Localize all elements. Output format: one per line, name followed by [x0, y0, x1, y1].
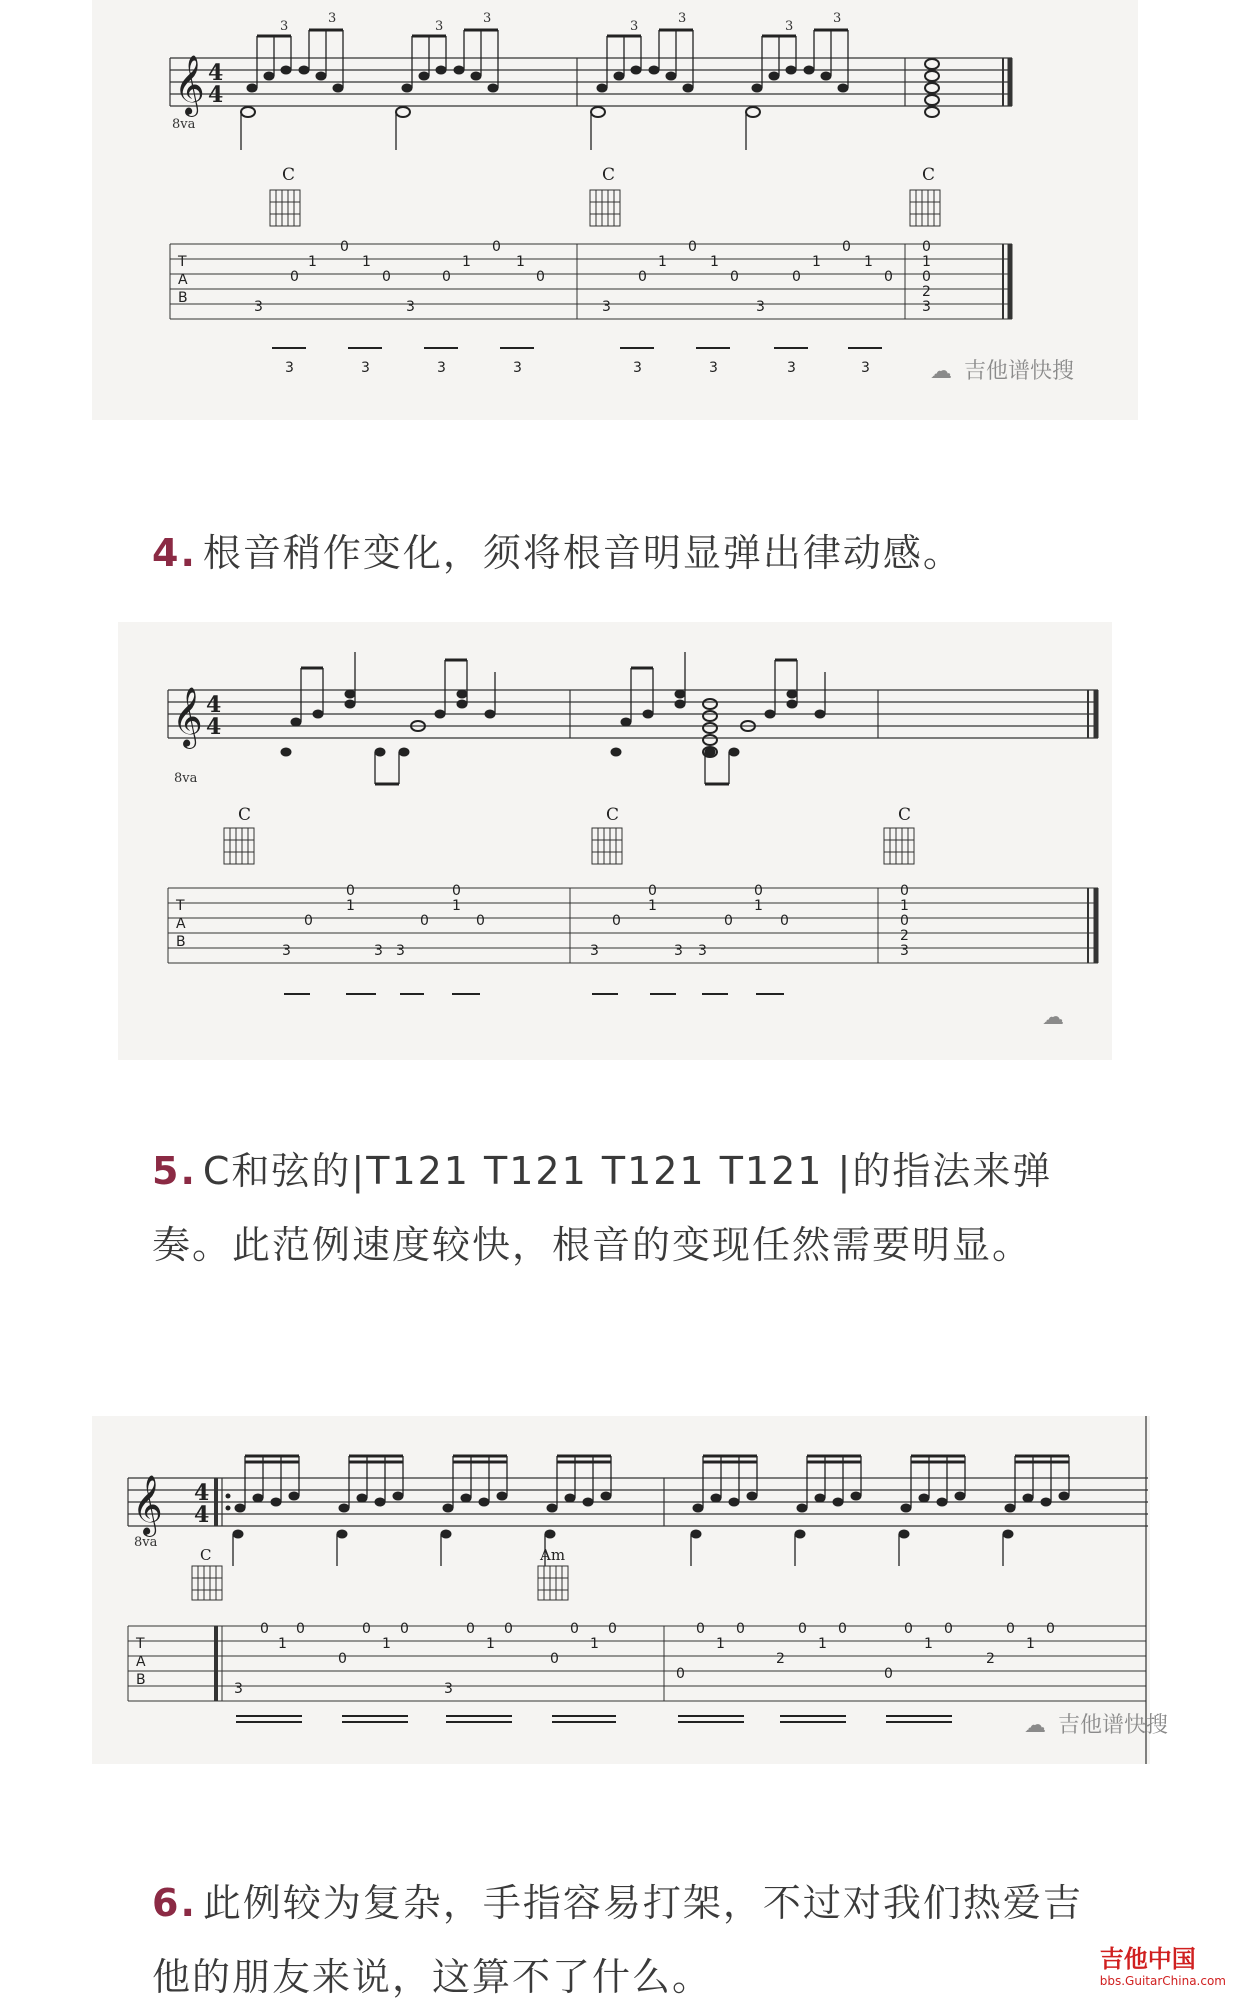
svg-text:0: 0	[346, 883, 355, 899]
svg-text:0: 0	[736, 1621, 745, 1637]
wechat-icon: ☁	[1024, 1713, 1046, 1738]
svg-text:3: 3	[630, 19, 639, 34]
svg-text:2: 2	[922, 284, 931, 300]
svg-text:1: 1	[864, 254, 873, 270]
triplet-marks-1	[280, 11, 841, 34]
svg-text:0: 0	[884, 1666, 893, 1682]
svg-text:3: 3	[483, 11, 492, 26]
svg-text:0: 0	[466, 1621, 475, 1637]
svg-text:0: 0	[1006, 1621, 1015, 1637]
svg-text:3: 3	[602, 299, 611, 315]
treble-clef-icon: 𝄞	[172, 687, 203, 747]
svg-text:3: 3	[435, 19, 444, 34]
svg-text:3: 3	[633, 360, 642, 376]
chord-name: C	[282, 165, 296, 185]
svg-text:B: B	[178, 290, 188, 306]
svg-text:3: 3	[833, 11, 842, 26]
svg-text:1: 1	[486, 1636, 495, 1652]
step-number: 5.	[152, 1149, 197, 1193]
svg-text:0: 0	[638, 269, 647, 285]
svg-text:3: 3	[285, 360, 294, 376]
svg-text:0: 0	[838, 1621, 847, 1637]
svg-text:0: 0	[922, 239, 931, 255]
svg-text:1: 1	[382, 1636, 391, 1652]
chord-diagram-icon	[270, 190, 940, 226]
svg-text:4: 4	[206, 692, 222, 718]
svg-text:4: 4	[208, 60, 224, 86]
svg-text:T: T	[178, 254, 187, 270]
score-example-2	[118, 622, 1112, 1060]
logo-text: 吉他中国	[1099, 1945, 1196, 1973]
score-1-svg	[92, 0, 1138, 420]
svg-text:3: 3	[234, 1681, 243, 1697]
svg-text:T: T	[136, 1636, 145, 1652]
svg-text:0: 0	[290, 269, 299, 285]
chord-diagram-icon	[192, 1566, 568, 1600]
svg-text:0: 0	[550, 1651, 559, 1667]
svg-text:0: 0	[922, 269, 931, 285]
svg-text:0: 0	[382, 269, 391, 285]
svg-text:0: 0	[608, 1621, 617, 1637]
svg-text:0: 0	[536, 269, 545, 285]
svg-text:1: 1	[754, 898, 763, 914]
svg-text:2: 2	[776, 1651, 785, 1667]
svg-text:0: 0	[944, 1621, 953, 1637]
svg-text:0: 0	[570, 1621, 579, 1637]
chord-name: C	[606, 805, 620, 825]
svg-text:0: 0	[904, 1621, 913, 1637]
svg-text:0: 0	[504, 1621, 513, 1637]
tab-triplets-1	[285, 360, 870, 376]
chord-name: C	[238, 805, 252, 825]
svg-text:0: 0	[900, 913, 909, 929]
svg-text:4: 4	[206, 714, 222, 740]
svg-text:1: 1	[716, 1636, 725, 1652]
svg-text:0: 0	[792, 269, 801, 285]
svg-text:3: 3	[787, 360, 796, 376]
svg-text:3: 3	[374, 943, 383, 959]
svg-text:0: 0	[798, 1621, 807, 1637]
svg-text:3: 3	[922, 299, 931, 315]
svg-text:3: 3	[590, 943, 599, 959]
svg-text:3: 3	[900, 943, 909, 959]
paragraph-text: 根音稍作变化，须将根音明显弹出律动感。	[202, 531, 963, 575]
svg-text:3: 3	[678, 11, 687, 26]
svg-text:1: 1	[452, 898, 461, 914]
svg-text:0: 0	[900, 883, 909, 899]
svg-text:3: 3	[280, 19, 289, 34]
svg-text:0: 0	[420, 913, 429, 929]
paragraph-5	[152, 1134, 1092, 1282]
svg-text:3: 3	[513, 360, 522, 376]
svg-text:2: 2	[986, 1651, 995, 1667]
svg-text:0: 0	[648, 883, 657, 899]
notes-1	[241, 30, 939, 150]
treble-clef-icon: 𝄞	[174, 55, 205, 115]
watermark: 吉他谱快搜	[1058, 1713, 1169, 1738]
chord-name: C	[200, 1546, 212, 1564]
ottava-label: 8va	[174, 771, 198, 786]
score-example-3	[92, 1416, 1169, 1764]
svg-text:0: 0	[724, 913, 733, 929]
svg-text:1: 1	[658, 254, 667, 270]
svg-text:1: 1	[812, 254, 821, 270]
svg-text:1: 1	[346, 898, 355, 914]
svg-text:0: 0	[260, 1621, 269, 1637]
paragraph-text: 此例较为复杂，手指容易打架，不过对我们热爱吉他的朋友来说，这算不了什么。	[152, 1881, 1083, 1999]
chord-name: C	[898, 805, 912, 825]
svg-text:3: 3	[756, 299, 765, 315]
svg-text:0: 0	[452, 883, 461, 899]
tab-label	[135, 1636, 146, 1688]
ottava-label: 8va	[134, 1535, 158, 1550]
svg-text:1: 1	[1026, 1636, 1035, 1652]
score-example-1	[92, 0, 1138, 420]
svg-text:0: 0	[842, 239, 851, 255]
score-2-svg	[118, 622, 1112, 1060]
svg-text:0: 0	[296, 1621, 305, 1637]
site-logo	[1100, 1939, 1226, 1988]
svg-text:1: 1	[922, 254, 931, 270]
svg-text:3: 3	[785, 19, 794, 34]
svg-text:0: 0	[400, 1621, 409, 1637]
svg-text:4: 4	[194, 1502, 210, 1528]
svg-text:3: 3	[861, 360, 870, 376]
svg-text:0: 0	[730, 269, 739, 285]
svg-text:0: 0	[492, 239, 501, 255]
svg-text:1: 1	[308, 254, 317, 270]
svg-text:3: 3	[396, 943, 405, 959]
notes-3	[233, 1456, 1069, 1566]
svg-text:1: 1	[462, 254, 471, 270]
svg-text:T: T	[176, 898, 185, 914]
svg-text:1: 1	[648, 898, 657, 914]
tab-label	[177, 254, 188, 306]
svg-text:0: 0	[304, 913, 313, 929]
step-number: 6.	[152, 1881, 197, 1925]
paragraph-4	[152, 516, 1092, 590]
svg-text:0: 0	[1046, 1621, 1055, 1637]
svg-text:0: 0	[780, 913, 789, 929]
wechat-icon: ☁	[930, 359, 952, 384]
svg-text:3: 3	[282, 943, 291, 959]
svg-text:1: 1	[590, 1636, 599, 1652]
notes-2	[281, 652, 825, 784]
svg-text:2: 2	[900, 928, 909, 944]
svg-text:1: 1	[924, 1636, 933, 1652]
svg-text:0: 0	[340, 239, 349, 255]
ottava-label: 8va	[172, 117, 196, 132]
score-3-svg	[92, 1416, 1169, 1764]
svg-text:3: 3	[406, 299, 415, 315]
svg-text:4: 4	[208, 82, 224, 108]
chord-name: C	[602, 165, 616, 185]
wechat-icon: ☁	[1042, 1005, 1064, 1030]
chord-diagram-icon	[224, 828, 914, 864]
tab-beams-3	[236, 1716, 952, 1722]
tab-label	[175, 898, 186, 950]
svg-text:A: A	[178, 272, 188, 288]
svg-text:3: 3	[709, 360, 718, 376]
svg-text:1: 1	[900, 898, 909, 914]
paragraph-text: C和弦的|T121 T121 T121 T121 |的指法来弹奏。此范例速度较快，根音的变现任然需要明显。	[152, 1149, 1053, 1267]
svg-text:3: 3	[254, 299, 263, 315]
svg-text:A: A	[136, 1654, 146, 1670]
svg-text:0: 0	[362, 1621, 371, 1637]
svg-text:0: 0	[476, 913, 485, 929]
svg-text:3: 3	[361, 360, 370, 376]
step-number: 4.	[152, 531, 197, 575]
svg-text:1: 1	[362, 254, 371, 270]
svg-text:B: B	[136, 1672, 146, 1688]
svg-text:A: A	[176, 916, 186, 932]
svg-text:1: 1	[278, 1636, 287, 1652]
svg-text:0: 0	[338, 1651, 347, 1667]
svg-text:3: 3	[437, 360, 446, 376]
svg-text:1: 1	[710, 254, 719, 270]
svg-text:3: 3	[444, 1681, 453, 1697]
svg-text:0: 0	[442, 269, 451, 285]
svg-text:3: 3	[328, 11, 337, 26]
svg-text:0: 0	[884, 269, 893, 285]
svg-text:0: 0	[688, 239, 697, 255]
svg-text:B: B	[176, 934, 186, 950]
svg-text:1: 1	[516, 254, 525, 270]
svg-text:0: 0	[612, 913, 621, 929]
svg-text:3: 3	[674, 943, 683, 959]
treble-clef-icon: 𝄞	[132, 1475, 163, 1535]
svg-text:0: 0	[754, 883, 763, 899]
svg-text:0: 0	[676, 1666, 685, 1682]
svg-text:0: 0	[696, 1621, 705, 1637]
staff-2	[168, 690, 1098, 738]
svg-text:4: 4	[194, 1480, 210, 1506]
svg-text:3: 3	[698, 943, 707, 959]
chord-name: Am	[540, 1546, 566, 1564]
logo-url: bbs.GuitarChina.com	[1099, 1974, 1226, 1988]
svg-text:1: 1	[818, 1636, 827, 1652]
paragraph-6	[152, 1866, 1092, 2014]
watermark: 吉他谱快搜	[964, 359, 1075, 384]
staff-1	[170, 58, 1012, 106]
chord-name: C	[922, 165, 936, 185]
